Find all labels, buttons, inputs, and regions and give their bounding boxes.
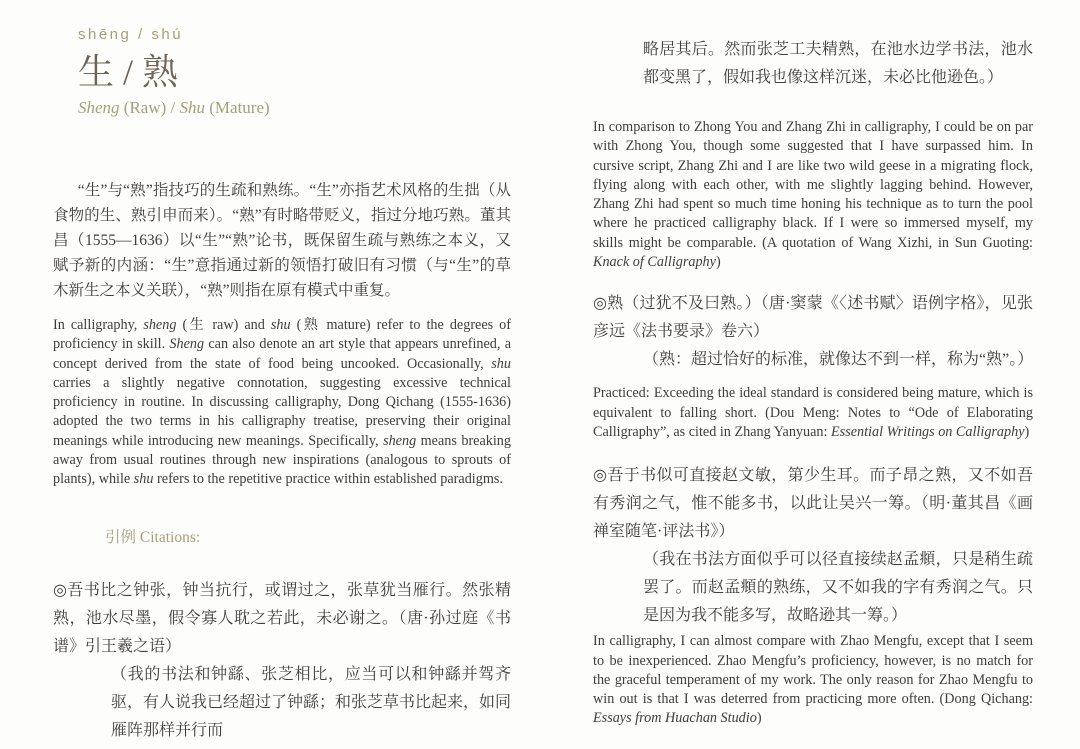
citation-1-translation-zh-part2: 略居其后。然而张芝工夫精熟，在池水边学书法，池水都变黑了，假如我也像这样沉迷，未必比他逊色。） (643, 41, 1033, 86)
citation-2-note-zh: （熟：超过恰好的标准，就像达不到一样，称为“熟”。） (643, 351, 1034, 369)
citation-2 (593, 290, 1033, 374)
citations-label: 引例 Citations: (105, 528, 201, 546)
entry-subtitle: Sheng (Raw) / Shu (Mature) (78, 98, 270, 117)
citation-1-translation-zh-part1: （我的书法和钟繇、张芝相比，应当可以和钟繇并驾齐驱，有人说我已经超过了钟繇；和张芝草书比起来，如同雁阵那样并行而 (111, 665, 512, 739)
citation-1-paragraph-en: In comparison to Zhong You and Zhang Zhi in calligraphy, I could be on par with Zhong You, though some suggested that I have surpassed him. In cursive script, Zhang Zhi and I are like two wild geese in a migrating flock, flying along with each other, with me slightly lagging behind. However, Zhang Zhi had spent so much time honing his technique as to turn the pool where he practiced calligraphy black. If I were so immersed myself, my skills might be comparable. (A quotation of Wang Xizhi, in Sun Guoting: Knack of Calligraphy) (593, 119, 1033, 271)
pinyin-heading: shēng / shú (78, 26, 184, 43)
citation-1 (53, 577, 511, 745)
citation-1-source-zh: ◎吾书比之钟张，钟当抗行，或谓过之，张草犹当雁行。然张精熟，池水尽墨，假令寡人耽之若此，未必谢之。（唐·孙过庭《书谱》引王羲之语） (53, 581, 511, 655)
left-page (53, 0, 511, 745)
citation-3-translation-zh: （我在书法方面似乎可以径直接续赵孟頫，只是稍生疏罢了。而赵孟頫的熟练，又不如我的字有秀润之气。只是因为我不能多写，故略逊其一筹。） (643, 551, 1033, 625)
citation-3 (593, 462, 1033, 630)
citation-3-source-zh: ◎吾于书似可直接赵文敏，第少生耳。而子昂之熟，又不如吾有秀润之气，惟不能多书，以此让吴兴一筹。（明·董其昌《画禅室随笔·评法书》） (593, 467, 1033, 541)
intro-paragraph-zh: “生”与“熟”指技巧的生疏和熟练。“生”亦指艺术风格的生拙（从食物的生、熟引申而来）。“熟”有时略带贬义，指过分地巧熟。董其昌（1555—1636）以“生”“熟”论书，既保留生疏与熟练之本义，又赋予新的内涵：“生”意指通过新的领悟打破旧有习惯（与“生”的草木新生之本义关联），“熟”则指在原有模式中重复。 (53, 182, 511, 299)
citation-2-source-zh: ◎熟（过犹不及曰熟。）（唐·窦蒙《〈述书赋〉语例字格》，见张彦远《法书要录》卷六） (593, 295, 1033, 341)
intro-paragraph-en: In calligraphy, sheng (生 raw) and shu (熟 mature) refer to the degrees of proficiency in skill. Sheng can also denote an art style that appears unrefined, a concept derived from the state of food being uncooked. Occasionally, shu carries a slightly negative connotation, suggesting excessive technical proficiency in routine. In discussing calligraphy, Dong Qichang (1555-1636) adopted the two terms in his calligraphy treatise, preserving their original meanings while introducing new meanings. Specifically, sheng means breaking away from usual routines through new inspirations (analogous to sprouts of plants), while shu refers to the repetitive practice within established paradigms. (53, 317, 512, 488)
citation-3-paragraph-en: In calligraphy, I can almost compare with Zhao Mengfu, except that I seem to be inexperienced. Zhao Mengfu’s proficiency, however, is no match for the graceful temperament of my work. The only reason for Zhao Mengfu to win out is that I was deterred from practicing more often. (Dong Qichang: Essays from Huachan Studio) (593, 633, 1033, 727)
right-page (593, 0, 1033, 729)
entry-title: 生 / 熟 (78, 52, 179, 92)
citation-2-paragraph-en: Practiced: Exceeding the ideal standard is considered being mature, which is equivalent to falling short. (Dou Meng: Notes to “Ode of Elaborating Calligraphy”, as cited in Zhang Yanyuan: Essential Writings on Calligraphy) (593, 385, 1033, 440)
